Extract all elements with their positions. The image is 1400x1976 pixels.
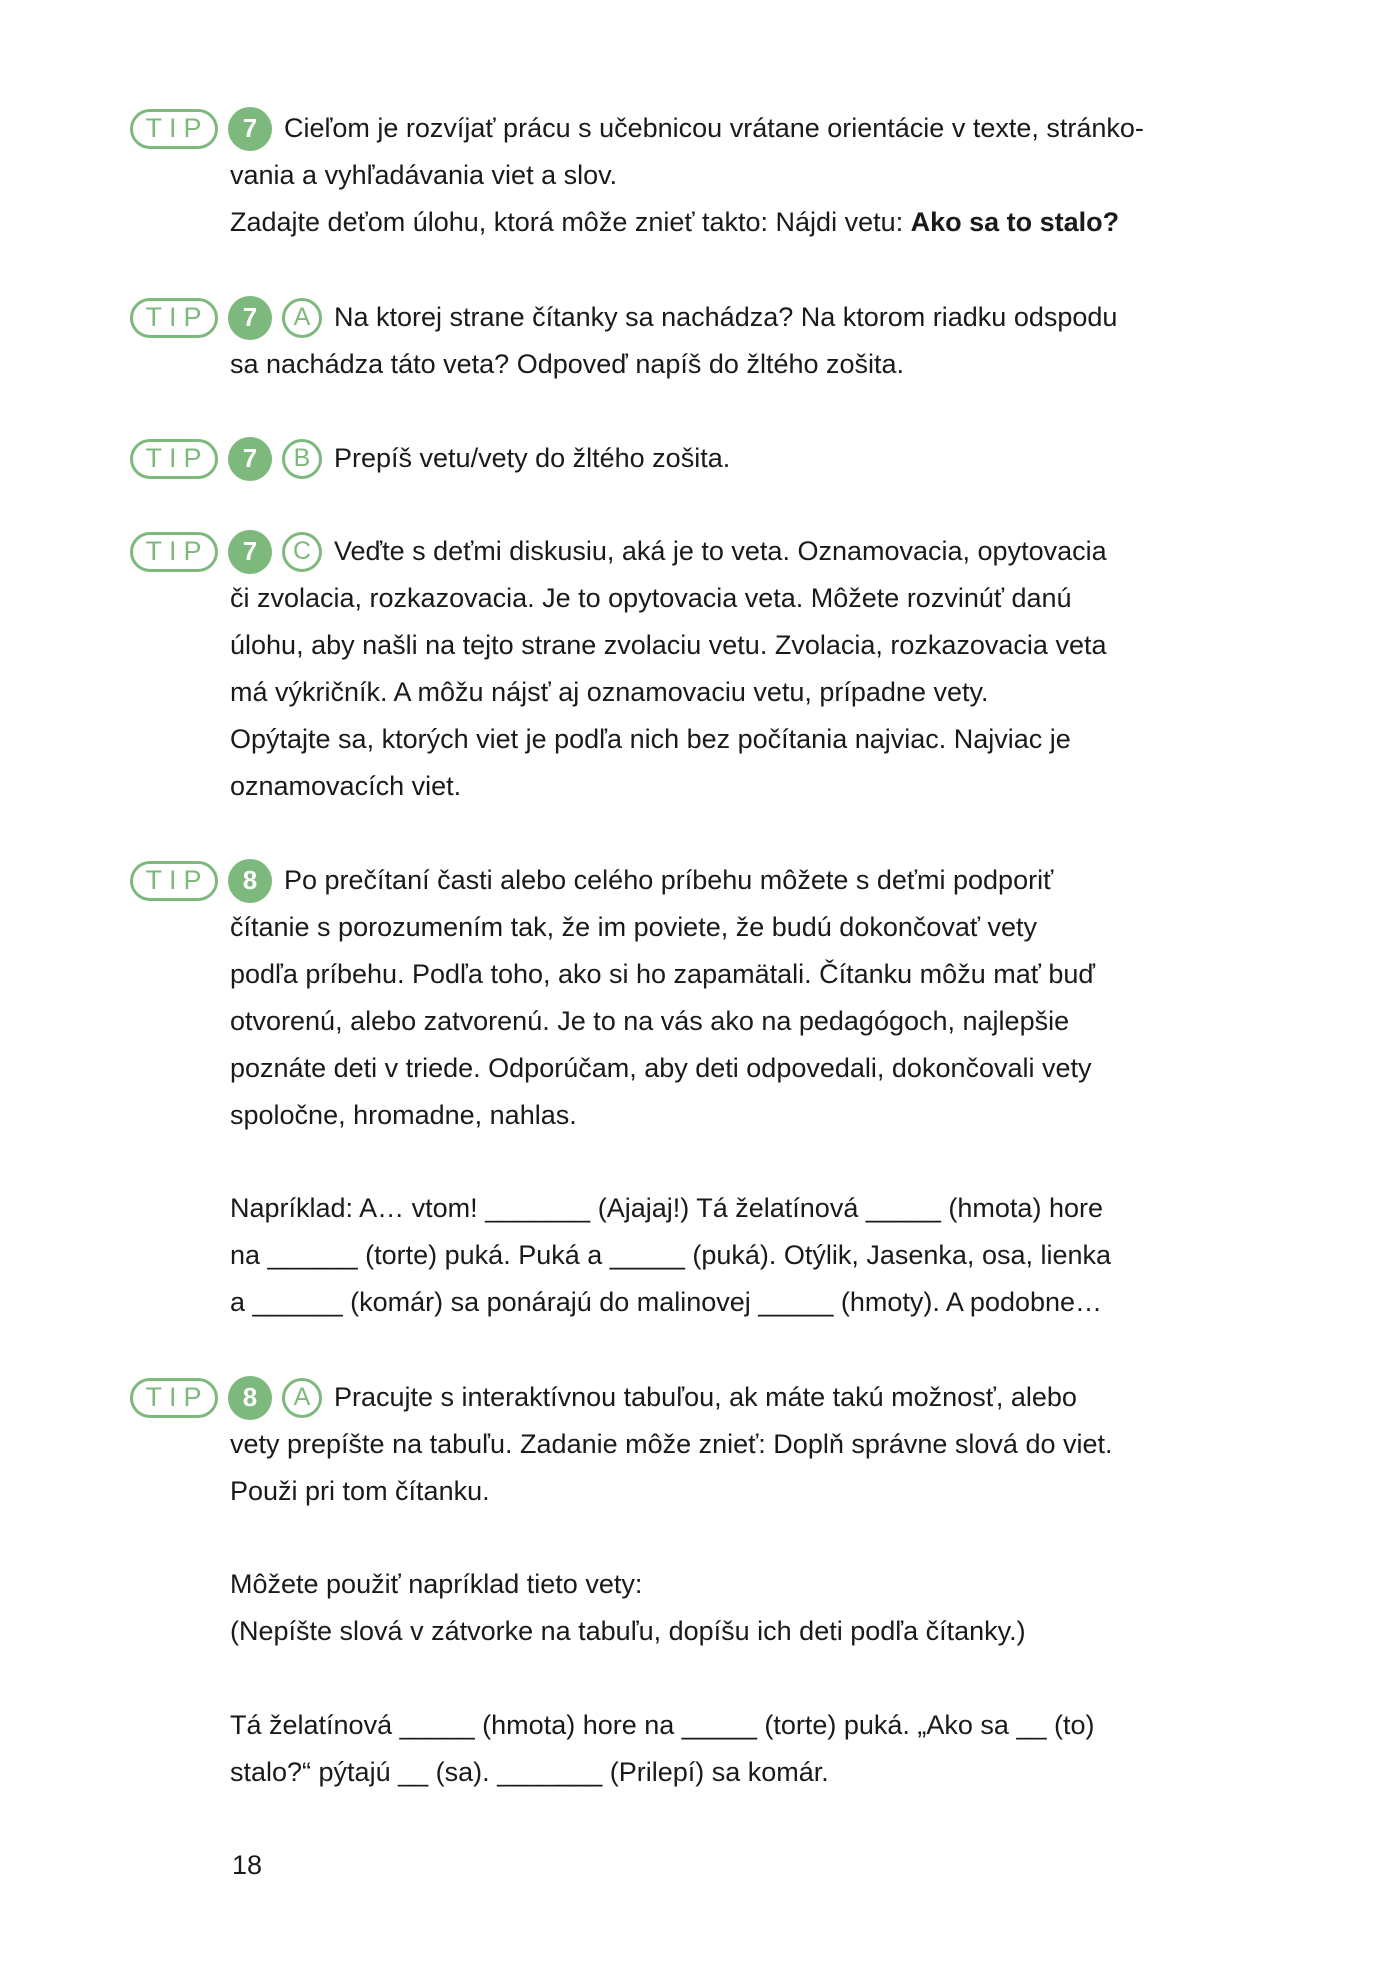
- example-line: Napríklad: A… vtom! _______ (Ajajaj!) Tá želatínová _____ (hmota) hore: [230, 1193, 1103, 1223]
- tip-text-line: [130, 199, 1230, 246]
- tip-8: [130, 857, 1230, 1139]
- tip-text-line: otvorenú, alebo zatvorenú. Je to na vás ako na pedagógoch, najlepšie: [230, 1006, 1070, 1036]
- tip-text-line: Prepíš vetu/vety do žltého zošita.: [334, 443, 731, 473]
- tip-text-line: Pracujte s interaktívnou tabuľou, ak máte takú možnosť, alebo: [334, 1382, 1077, 1412]
- tip-text-line: Po prečítaní časti alebo celého príbehu môžete s deťmi podporiť: [284, 865, 1054, 895]
- note-line: (Nepíšte slová v zátvorke na tabuľu, dopíšu ich deti podľa čítanky.): [230, 1616, 1026, 1646]
- tip-text-line: čítanie s porozumením tak, že im poviete, že budú dokončovať vety: [230, 912, 1038, 942]
- tip-text-line: sa nachádza táto veta? Odpoveď napíš do žltého zošita.: [230, 349, 905, 379]
- letter-badge: C: [282, 532, 322, 572]
- tip-badge: TIP: [130, 861, 218, 901]
- number-badge: 7: [228, 437, 272, 481]
- tip-text-line: poznáte deti v triede. Odporúčam, aby deti odpovedali, dokončovali vety: [230, 1053, 1092, 1083]
- tip-text-line: oznamovacích viet.: [230, 771, 462, 801]
- letter-badge: B: [282, 439, 322, 479]
- note: [130, 1561, 1230, 1655]
- tip-text-line: vania a vyhľadávania viet a slov.: [230, 160, 618, 190]
- tip-text-line: Použi pri tom čítanku.: [230, 1476, 490, 1506]
- number-badge: 8: [228, 859, 272, 903]
- example-sentences: [130, 1185, 1230, 1326]
- bold-sentence: Ako sa to stalo?: [910, 207, 1120, 237]
- tip-badge: TIP: [130, 532, 218, 572]
- number-badge: 7: [228, 107, 272, 151]
- letter-badge: A: [282, 1378, 322, 1418]
- number-badge: 8: [228, 1376, 272, 1420]
- tip-text-line: či zvolacia, rozkazovacia. Je to opytovacia veta. Môžete rozvinúť danú: [230, 583, 1072, 613]
- tip-text-line: spoločne, hromadne, nahlas.: [230, 1100, 577, 1130]
- tip-badge: TIP: [130, 439, 218, 479]
- tip-badge: TIP: [130, 1378, 218, 1418]
- tip-badge: TIP: [130, 109, 218, 149]
- tip-text-line: úlohu, aby našli na tejto strane zvolaciu vetu. Zvolacia, rozkazovacia veta: [230, 630, 1107, 660]
- tip-text-line: má výkričník. A môžu nájsť aj oznamovaciu vetu, prípadne vety.: [230, 677, 989, 707]
- example-line: a ______ (komár) sa ponárajú do malinovej _____ (hmoty). A podobne…: [230, 1287, 1103, 1317]
- tip-7a: [130, 294, 1230, 388]
- example-line: na ______ (torte) puká. Puká a _____ (puká). Otýlik, Jasenka, osa, lienka: [230, 1240, 1112, 1270]
- tip-text-line: Opýtajte sa, ktorých viet je podľa nich bez počítania najviac. Najviac je: [230, 724, 1071, 754]
- tip-text-line: podľa príbehu. Podľa toho, ako si ho zapamätali. Čítanku môžu mať buď: [230, 959, 1095, 989]
- tip-7: [130, 105, 1230, 246]
- tip-8a: [130, 1374, 1230, 1515]
- exercise-line: Tá želatínová _____ (hmota) hore na _____ (torte) puká. „Ako sa __ (to): [230, 1710, 1095, 1740]
- tip-text-line: Cieľom je rozvíjať prácu s učebnicou vrátane orientácie v texte, stránko-: [284, 113, 1144, 143]
- tip-text-line: vety prepíšte na tabuľu. Zadanie môže znieť: Doplň správne slová do viet.: [230, 1429, 1113, 1459]
- number-badge: 7: [228, 296, 272, 340]
- note-line: Môžete použiť napríklad tieto vety:: [230, 1569, 643, 1599]
- exercise-line: stalo?“ pýtajú __ (sa). _______ (Prilepí) sa komár.: [230, 1757, 829, 1787]
- letter-badge: A: [282, 298, 322, 338]
- exercise: [130, 1702, 1230, 1796]
- tip-text-line: Veďte s deťmi diskusiu, aká je to veta. Oznamovacia, opytovacia: [334, 536, 1107, 566]
- tip-7c: [130, 528, 1230, 810]
- tip-7b: [130, 435, 1230, 482]
- tip-text-line: Na ktorej strane čítanky sa nachádza? Na ktorom riadku odspodu: [334, 302, 1118, 332]
- page-number: 18: [232, 1850, 263, 1880]
- tip-badge: TIP: [130, 298, 218, 338]
- tip-text: Zadajte deťom úlohu, ktorá môže znieť takto: Nájdi vetu:: [230, 207, 911, 237]
- number-badge: 7: [228, 530, 272, 574]
